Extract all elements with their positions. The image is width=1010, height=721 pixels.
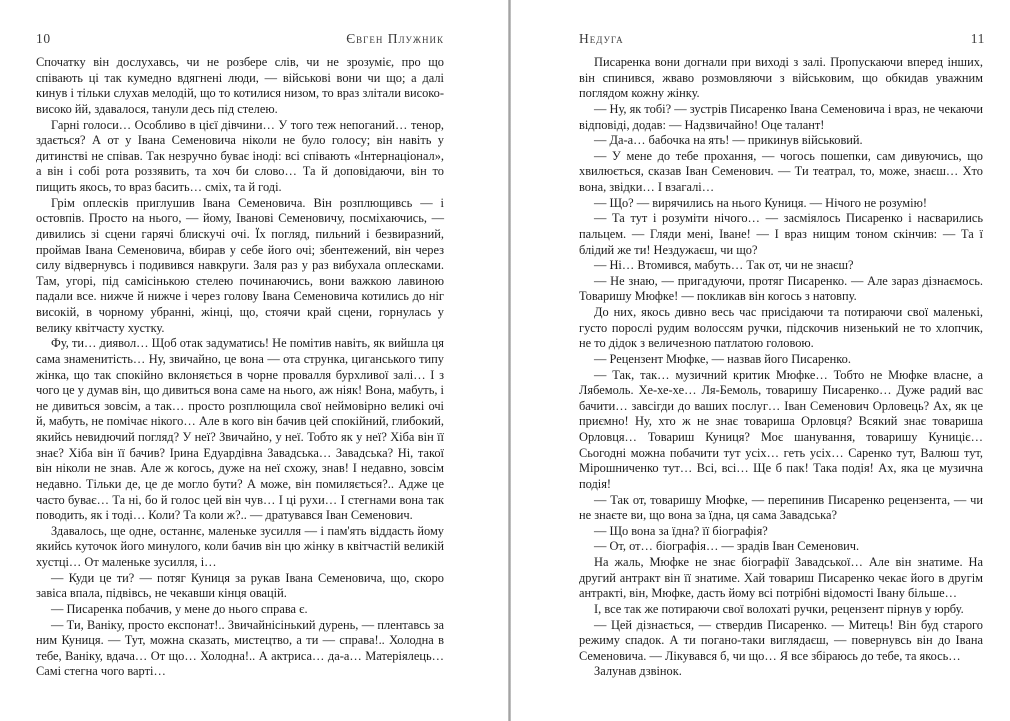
paragraph: І, все так же потираючи свої волохаті ручки, рецензент пірнув у юрбу. (594, 601, 964, 616)
paragraph: — Що вона за їдна? її біографія? (594, 523, 768, 538)
paragraph: — Да-а… бабочка на ять! — прикинув військовий. (594, 133, 863, 148)
paragraph: Фу, ти… диявол… Щоб отак задуматись! Не помітив навіть, як вийшла ця сама знаменитість… Ну, звичайно, це вона — ота струнка, циганського типу жінка, що так спокійно вклоняється в чорне провалля бурхливої залі… І з чого це у думав він, що дивиться вона саме на нього, аж ніяк! Вона, мабуть, і не дивиться зовсім, а так… просто розплющила свої неймовірно великі очі й, мабуть, не помічає нікого… Але в кого він бачив цей спокійний, глибокий, якийсь невидючий погляд? У неї? Звичайно, у неї. Тобто як у неї? Хіба він її знає? Хіба він її бачив? Ірина Едуардівна Завадська… Завадська? Ні, такої він ніколи не знав. Але ж когось, дуже на неї схожу, знав! І недавно, зовсім недавно. Тільки де, це де могло бути? А може, він помиляється?.. Адже це часто буває… Та ні, бо й голос цей він чув… І ці рухи… І стегнами вона так поводить, як і тоді… Коли? Та коли ж?.. — дратувався Іван Семенович. (36, 336, 444, 523)
right-page-body (579, 55, 983, 680)
paragraph: — Так, так… музичний критик Мюфке… Тобто не Мюфке власне, а Лябемоль. Хе-хе-хе… Ля-Бемоль, товаришу Писаренко… Дуже радий вас бачити… завсігди до ваших послуг… Іван Семенович Орловець? Ах, як це приємно! Ну, хто ж не знає товариша Орловця? Всякий знає товариша Орловця… Товариш Куниця? Моє шанування, товаришу Куниціє… Сьогодні можна побачити тут усіх… геть усіх… Саренко тут, Валюш тут, Мірошниченко тут… Всі, всі… Ще б пак! Така подія! Ах, яка це музична подія! (579, 367, 983, 491)
right-running-head (579, 31, 985, 51)
left-page-body (36, 55, 444, 680)
paragraph: — Та тут і розуміти нічого… — засміялось Писаренко і насварились пальцем. — Гляди мені, Іване! — І враз нищим тоном скінчив: — Та ї блідий же ти! Нездужаєш, чи що? (579, 211, 983, 257)
paragraph: — Рецензент Мюфке, — назвав його Писаренко. (594, 351, 851, 366)
paragraph: — Ну, як тобі? — зустрів Писаренко Івана Семеновича і враз, не чекаючи відповіді, додав: — Надзвичайно! Оце талант! (579, 101, 983, 132)
right-page (511, 0, 1010, 721)
running-title-author: Євген Плужник (346, 31, 444, 46)
paragraph: — Куди це ти? — потяг Куниця за рукав Івана Семеновича, що, скоро завіса впала, підвівсь, не чекавши кінця овацій. (36, 570, 444, 601)
left-running-head (36, 31, 444, 51)
paragraph: Писаренка вони догнали при виході з залі. Пропускаючи вперед інших, він спинився, жваво розмовляючи з військовим, що обкидав уважним поглядом кожну жінку. (579, 55, 983, 101)
page-number: 10 (36, 31, 51, 46)
paragraph: Грім оплесків приглушив Івана Семеновича. Він розплющивсь — і остовпів. Просто на нього, — йому, Іванові Семеновичу, посміхаючись, — дивились зі сцени гарячі блискучі очі. Їх погляд, пильний і безвиразний, проймав Івана Семеновича, вбирав у себе його очі; збентежений, він через силу відвернувсь і подивився навкруги. Заля раз у раз вибухала оплесками. Там, угорі, під самісінькою стелею починаючись, вони важкою лавиною падали все. нижче й нижче і через голову Івана Семеновича котились до ніг високій, в чорному убранні, жінці, що, стоячи край сцени, горнулась у велику квітчасту хустку. (36, 195, 444, 335)
paragraph: — Ні… Втомився, мабуть… Так от, чи не знаєш? (594, 258, 854, 273)
running-title-story: Недуга (579, 31, 624, 46)
paragraph: — Що? — вирячились на нього Куниця. — Нічого не розумію! (594, 195, 927, 210)
paragraph: — Так от, товаришу Мюфке, — перепинив Писаренко рецензента, — чи не знаєте ви, що вона за їдна, ця сама Завадська? (579, 492, 983, 523)
paragraph: — Цей дізнається, — ствердив Писаренко. — Митець! Він буд старого режиму спадок. А ти погано-таки виглядаєш, — повернувсь він до Івана Семеновича. — Лікувався б, чи що… Я все збіраюсь до тебе, та якось… (579, 617, 983, 663)
paragraph: До них, якось дивно весь час присідаючи та потираючи свої маленькі, густо порослі рудим волоссям ручки, підскочив низенький не то хлопчик, не то дідок з величезною патлатою головою. (579, 305, 983, 351)
paragraph: Гарні голоси… Особливо в цієї дівчини… У того теж непоганий… тенор, здається? А от у Івана Семеновича ніколи не було голосу; він навіть у дитинстві не співав. Так незручно буває іноді: всі співають «Інтернаціонал», а він і собі рота роззявить, та хоч би слово… Та й доповідаючи, він то пищить якось, то враз басить… сміх, та й годі. (36, 117, 444, 194)
paragraph: — Ти, Ваніку, просто експонат!.. Звичайнісінький дурень, — плентавсь за ним Куниця. — Тут, можна сказать, мистецтво, а ти — справа!.. Холодна в тебе, Ваніку, вдача… От що… Холодна!.. А актриса… да-а… Матеріялець… Самі стегна чого варті… (36, 617, 444, 679)
paragraph: Спочатку він дослухавсь, чи не розбере слів, чи не зрозуміє, про що співають ці так кумедно вдягнені люди, — військові вони чи що; а далі кинув і тільки слухав мелодій, що то котилися низом, то враз злітали високо-високо йй, здавалося, танули десь під стелею. (36, 55, 444, 116)
paragraph: — Не знаю, — пригадуючи, протяг Писаренко. — Але зараз дізнаємось. Товаришу Мюфке! — покликав він когось з натовпу. (579, 273, 983, 304)
paragraph: — От, от… біографія… — зрадів Іван Семенович. (594, 539, 860, 554)
paragraph: — Писаренка побачив, у мене до нього справа є. (51, 601, 308, 616)
paragraph: Залунав дзвінок. (594, 664, 682, 679)
paragraph: Здавалось, ще одне, останнє, маленьке зусилля — і пам'ять віддасть йому якийсь куточок його минулого, коли бачив він цю жінку в квітчастій великій хустці… От маленьке зусилля, і… (36, 523, 444, 569)
paragraph: На жаль, Мюфке не знає біографії Завадської… Але він знатиме. На другий антракт він її знатиме. Хай товариш Писаренко чекає його в другім антракті, він, Мюфке, дасть йому всі потрібні відомості Івану більше… (579, 555, 983, 601)
paragraph: — У мене до тебе прохання, — чогось пошепки, сам дивуючись, що хвилюється, сказав Іван Семенович. — Ти театрал, то, може, знаєш… Хто вона, звідки… І взагалі… (579, 148, 983, 194)
page-number: 11 (970, 31, 985, 46)
